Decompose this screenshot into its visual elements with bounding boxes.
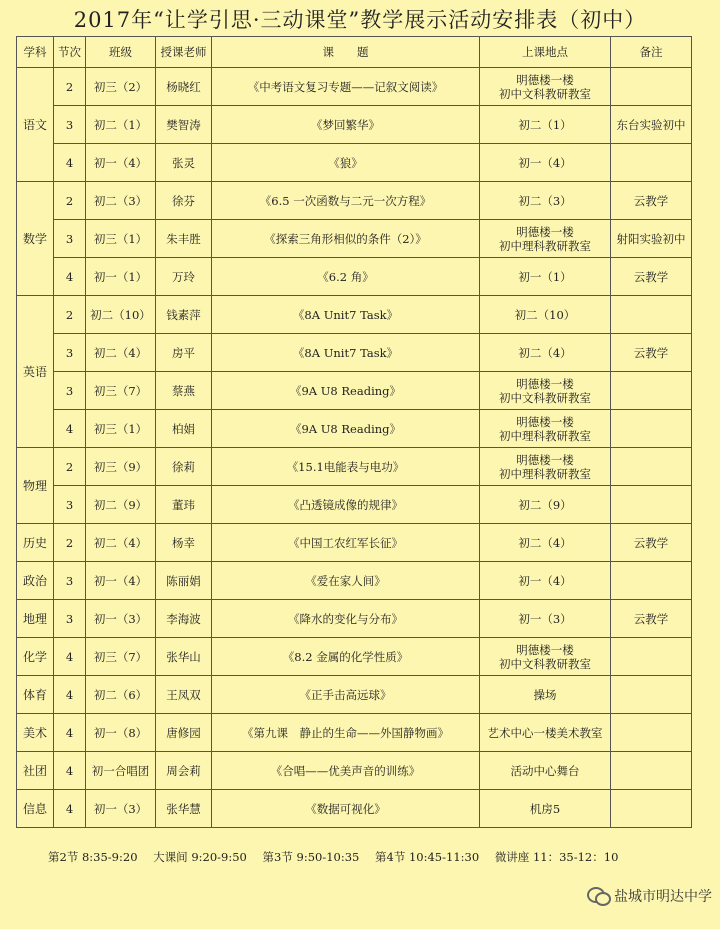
location-line: 明德楼一楼 <box>516 642 574 657</box>
location-line: 明德楼一楼 <box>516 414 574 429</box>
cell-period: 3 <box>54 334 86 372</box>
cell-topic: 《数据可视化》 <box>212 790 480 828</box>
table-row <box>17 144 692 182</box>
header-topic: 课 题 <box>212 37 480 68</box>
cell-teacher: 房平 <box>156 334 212 372</box>
cell-class: 初二（4） <box>86 334 156 372</box>
schedule-table <box>16 36 692 828</box>
cell-period: 4 <box>54 258 86 296</box>
cell-remark <box>611 144 692 182</box>
cell-location <box>480 68 611 106</box>
cell-location <box>480 676 611 714</box>
cell-topic: 《梦回繁华》 <box>212 106 480 144</box>
cell-period: 4 <box>54 714 86 752</box>
cell-remark <box>611 676 692 714</box>
table-body <box>17 68 692 828</box>
cell-subject: 数学 <box>17 182 54 296</box>
cell-remark: 射阳实验初中 <box>611 220 692 258</box>
cell-class: 初三（7） <box>86 372 156 410</box>
header-teacher: 授课老师 <box>156 37 212 68</box>
cell-topic: 《狼》 <box>212 144 480 182</box>
footer-item: 微讲座 11：35-12：10 <box>494 850 619 864</box>
cell-period: 3 <box>54 106 86 144</box>
cell-teacher: 樊智涛 <box>156 106 212 144</box>
cell-location <box>480 372 611 410</box>
cell-location <box>480 182 611 220</box>
footer-item: 第3节 9:50-10:35 <box>262 850 360 864</box>
cell-teacher: 陈丽娟 <box>156 562 212 600</box>
header-location: 上课地点 <box>480 37 611 68</box>
cell-class: 初三（9） <box>86 448 156 486</box>
cell-period: 3 <box>54 600 86 638</box>
cell-remark <box>611 372 692 410</box>
cell-teacher: 张华慧 <box>156 790 212 828</box>
cell-class: 初一（4） <box>86 562 156 600</box>
cell-topic: 《爱在家人间》 <box>212 562 480 600</box>
cell-location <box>480 714 611 752</box>
location-line: 初一（3） <box>518 611 572 626</box>
cell-class: 初二（4） <box>86 524 156 562</box>
location-line: 初中文科教研教室 <box>499 656 591 671</box>
cell-remark <box>611 790 692 828</box>
header-period: 节次 <box>54 37 86 68</box>
cell-location <box>480 334 611 372</box>
footer-item: 第2节 8:35-9:20 <box>48 850 138 864</box>
cell-topic: 《6.2 角》 <box>212 258 480 296</box>
page-title: 2017年“让学引思·三动课堂”教学展示活动安排表（初中） <box>73 8 647 32</box>
cell-class: 初二（1） <box>86 106 156 144</box>
cell-teacher: 蔡燕 <box>156 372 212 410</box>
cell-subject: 信息 <box>17 790 54 828</box>
cell-class: 初三（1） <box>86 410 156 448</box>
cell-period: 4 <box>54 752 86 790</box>
cell-topic: 《9A U8 Reading》 <box>212 372 480 410</box>
table-row <box>17 714 692 752</box>
cell-period: 3 <box>54 220 86 258</box>
location-line: 初中理科教研教室 <box>499 238 591 253</box>
cell-period: 3 <box>54 486 86 524</box>
cell-location <box>480 752 611 790</box>
cell-period: 3 <box>54 372 86 410</box>
footer-item: 第4节 10:45-11:30 <box>375 850 480 864</box>
table-row <box>17 68 692 106</box>
cell-class: 初二（10） <box>86 296 156 334</box>
cell-topic: 《9A U8 Reading》 <box>212 410 480 448</box>
location-line: 初二（9） <box>518 497 572 512</box>
location-line: 活动中心舞台 <box>510 763 580 778</box>
cell-subject: 语文 <box>17 68 54 182</box>
cell-period: 4 <box>54 638 86 676</box>
cell-period: 2 <box>54 182 86 220</box>
cell-location <box>480 258 611 296</box>
table-row <box>17 562 692 600</box>
cell-topic: 《8A Unit7 Task》 <box>212 296 480 334</box>
cell-location <box>480 144 611 182</box>
cell-location <box>480 790 611 828</box>
cell-topic: 《降水的变化与分布》 <box>212 600 480 638</box>
cell-teacher: 钱素萍 <box>156 296 212 334</box>
location-line: 初二（10） <box>514 307 576 322</box>
location-line: 初二（1） <box>518 117 572 132</box>
header-remark: 备注 <box>611 37 692 68</box>
cell-period: 4 <box>54 410 86 448</box>
cell-teacher: 万玲 <box>156 258 212 296</box>
cell-class: 初二（3） <box>86 182 156 220</box>
cell-topic: 《中考语文复习专题——记叙文阅读》 <box>212 68 480 106</box>
table-row <box>17 486 692 524</box>
wechat-icon <box>587 887 609 905</box>
cell-remark <box>611 714 692 752</box>
cell-location <box>480 106 611 144</box>
cell-subject: 社团 <box>17 752 54 790</box>
cell-teacher: 李海波 <box>156 600 212 638</box>
cell-teacher: 张华山 <box>156 638 212 676</box>
cell-topic: 《第九课 静止的生命——外国静物画》 <box>212 714 480 752</box>
cell-period: 3 <box>54 562 86 600</box>
table-row <box>17 372 692 410</box>
cell-period: 2 <box>54 68 86 106</box>
cell-teacher: 董玮 <box>156 486 212 524</box>
cell-location <box>480 600 611 638</box>
cell-subject: 物理 <box>17 448 54 524</box>
cell-remark <box>611 410 692 448</box>
brand-watermark <box>587 886 712 906</box>
cell-location <box>480 562 611 600</box>
table-row <box>17 790 692 828</box>
cell-class: 初一（4） <box>86 144 156 182</box>
cell-location <box>480 448 611 486</box>
cell-teacher: 柏娟 <box>156 410 212 448</box>
cell-location <box>480 220 611 258</box>
cell-remark: 云教学 <box>611 258 692 296</box>
cell-location <box>480 524 611 562</box>
location-line: 艺术中心一楼美术教室 <box>487 725 603 740</box>
table-row <box>17 182 692 220</box>
cell-class: 初三（1） <box>86 220 156 258</box>
location-line: 初中文科教研教室 <box>499 86 591 101</box>
location-line: 初二（3） <box>518 193 572 208</box>
cell-subject: 英语 <box>17 296 54 448</box>
cell-class: 初一（3） <box>86 790 156 828</box>
cell-period: 2 <box>54 524 86 562</box>
location-line: 明德楼一楼 <box>516 452 574 467</box>
cell-class: 初三（7） <box>86 638 156 676</box>
location-line: 初中理科教研教室 <box>499 428 591 443</box>
location-line: 初二（4） <box>518 535 572 550</box>
cell-location <box>480 296 611 334</box>
cell-subject: 化学 <box>17 638 54 676</box>
location-line: 操场 <box>533 687 557 702</box>
cell-period: 2 <box>54 448 86 486</box>
cell-period: 4 <box>54 676 86 714</box>
cell-period: 4 <box>54 790 86 828</box>
table-row <box>17 676 692 714</box>
cell-remark: 云教学 <box>611 334 692 372</box>
table-row <box>17 296 692 334</box>
cell-remark <box>611 68 692 106</box>
cell-location <box>480 410 611 448</box>
table-row <box>17 334 692 372</box>
header-subject: 学科 <box>17 37 54 68</box>
cell-class: 初一合唱团 <box>86 752 156 790</box>
cell-topic: 《中国工农红军长征》 <box>212 524 480 562</box>
cell-subject: 美术 <box>17 714 54 752</box>
table-row <box>17 524 692 562</box>
location-line: 初一（4） <box>518 573 572 588</box>
cell-topic: 《6.5 一次函数与二元一次方程》 <box>212 182 480 220</box>
cell-teacher: 徐莉 <box>156 448 212 486</box>
cell-location <box>480 486 611 524</box>
cell-remark: 云教学 <box>611 182 692 220</box>
table-row <box>17 638 692 676</box>
table-row <box>17 448 692 486</box>
cell-subject: 政治 <box>17 562 54 600</box>
cell-remark <box>611 752 692 790</box>
cell-remark <box>611 638 692 676</box>
cell-teacher: 王凤双 <box>156 676 212 714</box>
cell-topic: 《8.2 金属的化学性质》 <box>212 638 480 676</box>
cell-period: 2 <box>54 296 86 334</box>
cell-remark <box>611 562 692 600</box>
cell-topic: 《8A Unit7 Task》 <box>212 334 480 372</box>
cell-teacher: 杨晓红 <box>156 68 212 106</box>
cell-subject: 地理 <box>17 600 54 638</box>
cell-subject: 历史 <box>17 524 54 562</box>
location-line: 初二（4） <box>518 345 572 360</box>
brand-name: 盐城市明达中学 <box>614 889 712 905</box>
location-line: 初一（1） <box>518 269 572 284</box>
table-row <box>17 220 692 258</box>
cell-topic: 《探索三角形相似的条件（2）》 <box>212 220 480 258</box>
cell-topic: 《合唱——优美声音的训练》 <box>212 752 480 790</box>
cell-class: 初二（6） <box>86 676 156 714</box>
table-header <box>17 37 692 68</box>
time-schedule <box>48 849 630 865</box>
cell-teacher: 周会莉 <box>156 752 212 790</box>
cell-topic: 《凸透镜成像的规律》 <box>212 486 480 524</box>
cell-teacher: 张灵 <box>156 144 212 182</box>
cell-subject: 体育 <box>17 676 54 714</box>
table-row <box>17 410 692 448</box>
cell-class: 初一（3） <box>86 600 156 638</box>
cell-remark: 云教学 <box>611 524 692 562</box>
cell-class: 初三（2） <box>86 68 156 106</box>
cell-class: 初一（8） <box>86 714 156 752</box>
location-line: 机房5 <box>529 801 561 816</box>
location-line: 明德楼一楼 <box>516 224 574 239</box>
cell-location <box>480 638 611 676</box>
table-row <box>17 752 692 790</box>
cell-remark <box>611 296 692 334</box>
location-line: 初中文科教研教室 <box>499 390 591 405</box>
cell-teacher: 杨幸 <box>156 524 212 562</box>
cell-teacher: 唐修园 <box>156 714 212 752</box>
cell-teacher: 朱丰胜 <box>156 220 212 258</box>
location-line: 明德楼一楼 <box>516 72 574 87</box>
footer-item: 大课间 9:20-9:50 <box>153 850 247 864</box>
cell-class: 初二（9） <box>86 486 156 524</box>
cell-remark <box>611 448 692 486</box>
cell-remark: 云教学 <box>611 600 692 638</box>
table-row <box>17 600 692 638</box>
table-row <box>17 106 692 144</box>
cell-remark: 东台实验初中 <box>611 106 692 144</box>
location-line: 初中理科教研教室 <box>499 466 591 481</box>
cell-topic: 《正手击高远球》 <box>212 676 480 714</box>
location-line: 初一（4） <box>518 155 572 170</box>
cell-period: 4 <box>54 144 86 182</box>
cell-class: 初一（1） <box>86 258 156 296</box>
location-line: 明德楼一楼 <box>516 376 574 391</box>
cell-remark <box>611 486 692 524</box>
table-row <box>17 258 692 296</box>
cell-teacher: 徐芬 <box>156 182 212 220</box>
cell-topic: 《15.1电能表与电功》 <box>212 448 480 486</box>
header-class: 班级 <box>86 37 156 68</box>
